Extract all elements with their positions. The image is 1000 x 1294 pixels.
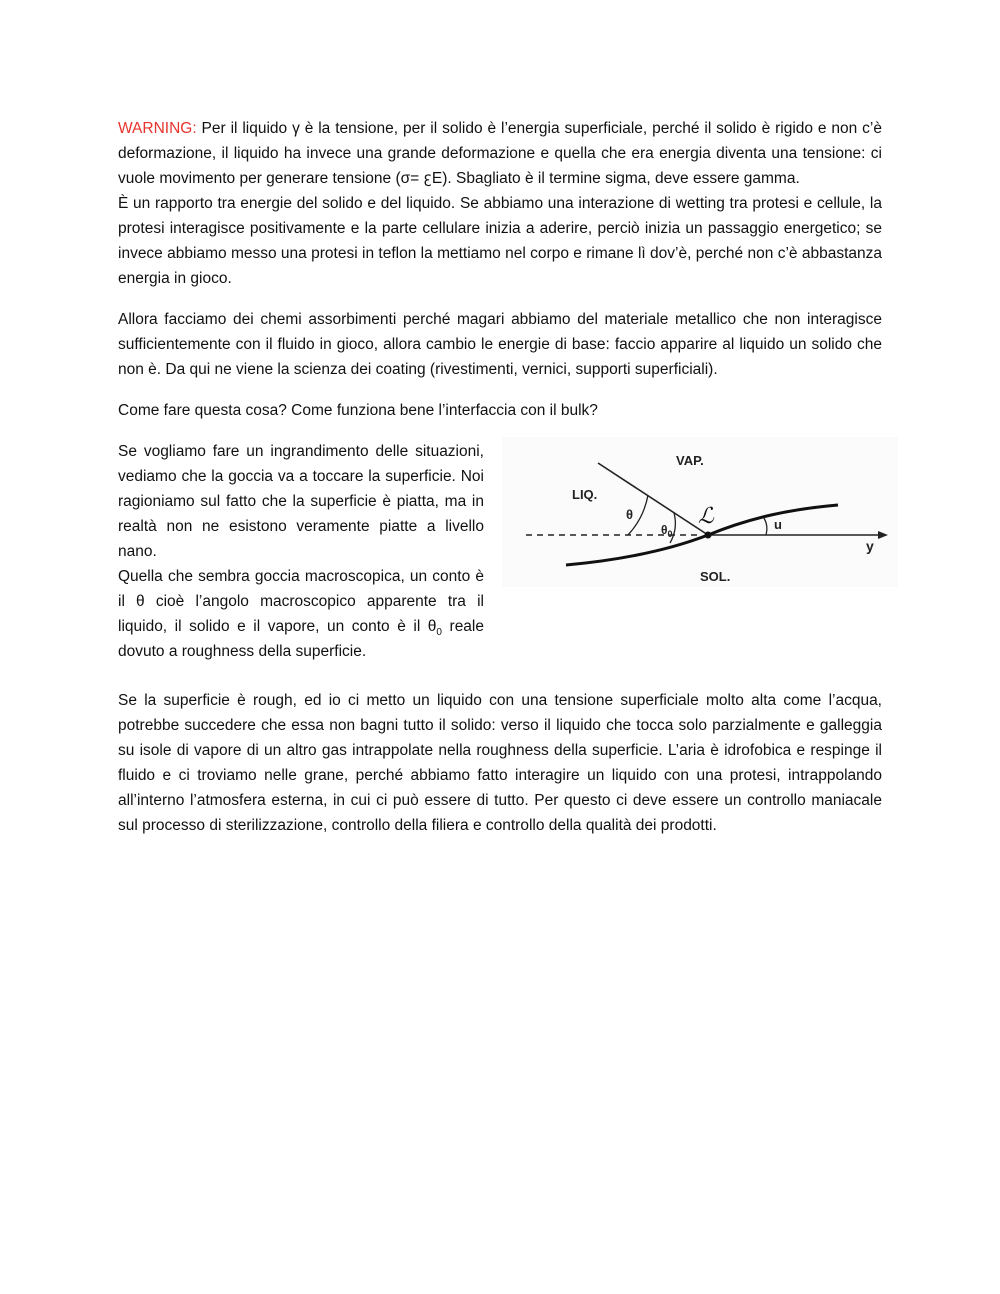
paragraph-zoom: Se vogliamo fare un ingrandimento delle situazioni, vediamo che la goccia va a toccare la superficie. Noi ragioniamo sul fatto che la superficie è piatta, ma in realtà non ne esistono veramente piatte a livello nano.	[118, 443, 484, 560]
paragraph-angle: Quella che sembra goccia macroscopica, un conto è il θ cioè l’angolo macroscopico apparente tra il liquido, il solido e il vapore, un conto è il $\theta_0$ reale dovuto a roughness della superficie.	[118, 568, 484, 660]
warning-label: WARNING:	[118, 120, 197, 137]
document-page	[118, 116, 882, 838]
contact-angle-diagram	[502, 437, 898, 587]
text-figure-row	[118, 439, 882, 664]
side-text	[118, 439, 484, 664]
contact-point	[705, 532, 712, 539]
paragraph-coating: Allora facciamo dei chemi assorbimenti perché magari abbiamo del materiale metallico che non interagisce sufficientemente con il fluido in gioco, allora cambio le energie di base: faccio apparire al liquido un solido che non è. Da qui ne viene la scienza dei coating (rivestimenti, vernici, supporti superficiali).	[118, 311, 882, 378]
label-script-l: ℒ	[698, 503, 714, 528]
paragraph-warning	[118, 116, 882, 191]
paragraph-rough-surface: Se la superficie è rough, ed io ci metto un liquido con una tensione superficiale molto alta come l’acqua, potrebbe succedere che essa non bagni tutto il solido: verso il liquido che tocca solo parzialmente e galleggia su isole di vapore di un altro gas intrappolate nella roughness della superficie. L’aria è idrofobica e respinge il fluido e ci troviamo nelle grane, perché abbiamo fatto interagire un liquido con una protesi, intrappolando all’interno l’atmosfera esterna, in cui ci può essere di tutto. Per questo ci deve essere un controllo maniacale sul processo di sterilizzazione, controllo della filiera e controllo della qualità dei prodotti.	[118, 692, 882, 834]
warning-text: Per il liquido γ è la tensione, per il solido è l’energia superficiale, perché il solido è rigido e non c’è deformazione, il liquido ha invece una grande deformazione e quella che era energia diventa una tensione: ci vuole movimento per generare tensione (σ= ꜫE). Sbagliato è il termine sigma, deve essere gamma.	[118, 120, 882, 187]
paragraph-question: Come fare questa cosa? Come funziona bene l’interfaccia con il bulk?	[118, 402, 598, 419]
label-sol: SOL.	[700, 569, 731, 584]
label-u: u	[774, 517, 782, 532]
label-theta0: $\theta_0$	[661, 523, 673, 539]
label-y: y	[866, 538, 874, 554]
label-liq: LIQ.	[572, 487, 598, 502]
contact-angle-figure	[502, 437, 898, 595]
label-vap: VAP.	[676, 453, 704, 468]
label-theta: θ	[626, 507, 634, 522]
paragraph-energy-ratio: È un rapporto tra energie del solido e del liquido. Se abbiamo una interazione di wetting tra protesi e cellule, la protesi interagisce positivamente e la parte cellulare inizia a aderire, perciò inizia un passaggio energetico; se invece abbiamo messo una protesi in teflon la mettiamo nel corpo e rimane lì dov’è, perché non c’è abbastanza energia in gioco.	[118, 195, 882, 287]
